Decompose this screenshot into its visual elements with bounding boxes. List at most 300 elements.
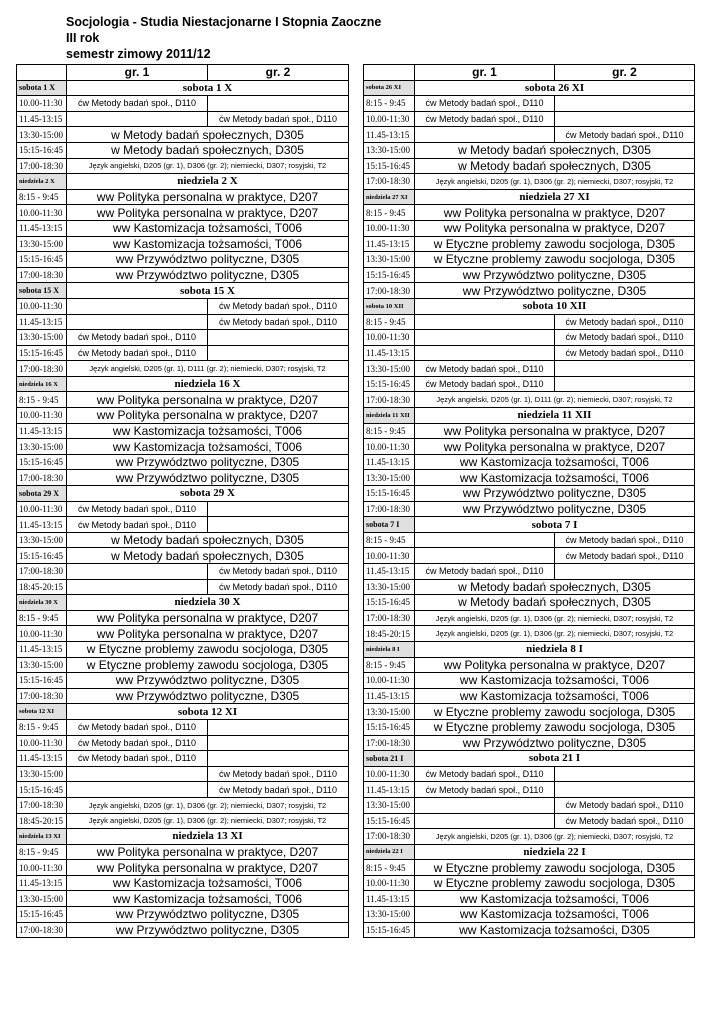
time-header-cell (364, 65, 415, 81)
group-1-class: ćw Metody badań społ., D110 (67, 735, 208, 751)
group-2-class: ćw Metody badań społ., D110 (208, 564, 349, 580)
time-cell: 8:15 - 9:45 (364, 96, 415, 112)
empty-cell (555, 376, 695, 392)
schedule-row (364, 127, 695, 143)
joint-class: w Metody badań społecznych, D305 (415, 158, 695, 174)
empty-cell (208, 517, 349, 533)
time-cell: 17:00-18:30 (364, 829, 415, 845)
schedule-row (17, 111, 349, 127)
schedule-body-right (364, 80, 695, 938)
time-cell: 10.00-11:30 (17, 298, 67, 314)
group-2-header: gr. 2 (555, 65, 695, 81)
group-2-header: gr. 2 (208, 65, 349, 81)
schedule-row (364, 423, 695, 439)
time-cell: 17:00-18:30 (364, 501, 415, 517)
time-cell: 17:00-18:30 (17, 688, 67, 704)
year-label: III rok (66, 31, 100, 45)
time-cell: 15:15-16:45 (364, 267, 415, 283)
schedule-row (364, 111, 695, 127)
time-cell: 10.00-11:30 (364, 111, 415, 127)
group-2-class: ćw Metody badań społ., D110 (208, 766, 349, 782)
day-label: niedziela 8 I (364, 641, 415, 657)
schedule-row (17, 844, 349, 860)
joint-class: ww Przywództwo polityczne, D305 (415, 486, 695, 502)
joint-class: ww Polityka personalna w praktyce, D207 (415, 220, 695, 236)
schedule-row (17, 392, 349, 408)
schedule-row (17, 189, 349, 205)
day-title: sobota 10 XII (415, 298, 695, 314)
schedule-row (17, 517, 349, 533)
day-header-row (17, 174, 349, 190)
schedule-row (17, 782, 349, 798)
day-label: sobota 29 X (17, 486, 67, 502)
joint-class: w Etyczne problemy zawodu socjologa, D305 (415, 704, 695, 720)
empty-cell (415, 548, 555, 564)
day-label: sobota 1 X (17, 80, 67, 96)
semester-label: semestr zimowy 2011/12 (66, 47, 211, 61)
schedule-row (364, 688, 695, 704)
schedule-row (17, 579, 349, 595)
schedule-row (17, 454, 349, 470)
empty-cell (555, 111, 695, 127)
day-title: sobota 21 I (415, 751, 695, 767)
time-cell: 17:00-18:30 (364, 174, 415, 190)
schedule-row (364, 252, 695, 268)
schedule-row (17, 860, 349, 876)
joint-class: ww Kastomizacja tożsamości, T006 (67, 220, 349, 236)
schedule-row (364, 595, 695, 611)
group-2-class: ćw Metody badań społ., D110 (555, 548, 695, 564)
empty-cell (67, 111, 208, 127)
schedule-row (364, 330, 695, 346)
empty-cell (555, 766, 695, 782)
empty-cell (415, 813, 555, 829)
joint-class: ww Kastomizacja tożsamości, T006 (67, 423, 349, 439)
schedule-row (364, 610, 695, 626)
day-label: niedziela 2 X (17, 174, 67, 190)
joint-class: ww Przywództwo polityczne, D305 (67, 252, 349, 268)
group-1-header: gr. 1 (67, 65, 208, 81)
joint-class: ww Przywództwo polityczne, D305 (67, 907, 349, 923)
time-cell: 17:00-18:30 (364, 610, 415, 626)
schedule-row (364, 158, 695, 174)
joint-class: ww Kastomizacja tożsamości, T006 (415, 673, 695, 689)
empty-cell (67, 564, 208, 580)
schedule-row (364, 501, 695, 517)
time-cell: 15:15-16:45 (364, 158, 415, 174)
time-cell: 8:15 - 9:45 (364, 657, 415, 673)
time-cell: 10.00-11:30 (364, 439, 415, 455)
day-label: niedziela 30 X (17, 595, 67, 611)
schedule-row (364, 657, 695, 673)
time-cell: 10.00-11:30 (364, 220, 415, 236)
schedule-row (364, 283, 695, 299)
schedule-row (17, 813, 349, 829)
schedule-row (17, 688, 349, 704)
group-2-class: ćw Metody badań społ., D110 (555, 345, 695, 361)
joint-class: ww Polityka personalna w praktyce, D207 (67, 610, 349, 626)
language-class: Język angielski, D205 (gr. 1), D306 (gr. 2); niemiecki, D307; rosyjski, T2 (415, 626, 695, 642)
schedule-row (17, 891, 349, 907)
time-cell: 17:00-18:30 (17, 267, 67, 283)
group-2-class: ćw Metody badań społ., D110 (208, 314, 349, 330)
day-label: sobota 21 I (364, 751, 415, 767)
time-cell: 15:15-16:45 (364, 719, 415, 735)
day-header-row (17, 595, 349, 611)
empty-cell (208, 735, 349, 751)
schedule-row (364, 392, 695, 408)
empty-cell (555, 782, 695, 798)
group-1-class: ćw Metody badań społ., D110 (415, 111, 555, 127)
empty-cell (208, 719, 349, 735)
joint-class: ww Polityka personalna w praktyce, D207 (67, 392, 349, 408)
time-cell: 17:00-18:30 (364, 392, 415, 408)
schedule-row (17, 875, 349, 891)
schedule-row (364, 813, 695, 829)
day-label: sobota 12 XI (17, 704, 67, 720)
time-cell: 17:00-18:30 (364, 283, 415, 299)
schedule-row (17, 673, 349, 689)
joint-class: ww Kastomizacja tożsamości, D305 (415, 922, 695, 938)
joint-class: ww Polityka personalna w praktyce, D207 (67, 189, 349, 205)
schedule-row (17, 220, 349, 236)
day-header-row (364, 80, 695, 96)
time-cell: 17:00-18:30 (17, 361, 67, 377)
day-header-row (17, 283, 349, 299)
day-header-row (364, 641, 695, 657)
joint-class: ww Kastomizacja tożsamości, T006 (415, 891, 695, 907)
schedule-row (364, 267, 695, 283)
schedule-row (364, 439, 695, 455)
day-label: sobota 15 X (17, 283, 67, 299)
day-header-row (17, 80, 349, 96)
schedule-table-left (16, 64, 349, 938)
empty-cell (555, 564, 695, 580)
schedule-row (17, 127, 349, 143)
schedule-row (17, 564, 349, 580)
schedule-row (17, 719, 349, 735)
empty-cell (415, 314, 555, 330)
schedule-row (17, 922, 349, 938)
day-title: niedziela 11 XII (415, 408, 695, 424)
group-2-class: ćw Metody badań społ., D110 (208, 298, 349, 314)
schedule-row (17, 610, 349, 626)
day-header-row (364, 844, 695, 860)
joint-class: ww Kastomizacja tożsamości, T006 (67, 439, 349, 455)
empty-cell (67, 579, 208, 595)
joint-class: w Metody badań społecznych, D305 (415, 579, 695, 595)
group-2-class: ćw Metody badań społ., D110 (208, 579, 349, 595)
group-1-class: ćw Metody badań społ., D110 (415, 361, 555, 377)
schedule-body-left (17, 80, 349, 938)
empty-cell (415, 345, 555, 361)
empty-cell (208, 330, 349, 346)
day-title: sobota 12 XI (67, 704, 349, 720)
group-1-class: ćw Metody badań społ., D110 (67, 719, 208, 735)
schedule-row (17, 423, 349, 439)
schedule-row (17, 142, 349, 158)
time-cell: 17:00-18:30 (364, 735, 415, 751)
day-header-row (17, 376, 349, 392)
time-cell: 8:15 - 9:45 (364, 423, 415, 439)
time-cell: 11.45-13:15 (364, 564, 415, 580)
schedule-row (17, 314, 349, 330)
schedule-row (364, 361, 695, 377)
time-cell: 13:30-15:00 (364, 704, 415, 720)
day-title: niedziela 27 XI (415, 189, 695, 205)
schedule-row (17, 797, 349, 813)
schedule-row (364, 797, 695, 813)
empty-cell (67, 314, 208, 330)
day-label: niedziela 13 XI (17, 829, 67, 845)
document-title: Socjologia - Studia Niestacjonarne I Stopnia Zaoczne (66, 15, 382, 29)
empty-cell (208, 751, 349, 767)
empty-cell (415, 127, 555, 143)
language-class: Język angielski, D205 (gr. 1), D306 (gr. 2); niemiecki, D307; rosyjski, T2 (415, 829, 695, 845)
language-class: Język angielski, D205 (gr. 1), D111 (gr. 2); niemiecki, D307; rosyjski, T2 (415, 392, 695, 408)
document-header (66, 14, 381, 62)
schedule-row (364, 860, 695, 876)
schedule-row (17, 766, 349, 782)
day-header-row (17, 704, 349, 720)
time-cell: 15:15-16:45 (17, 907, 67, 923)
time-cell: 15:15-16:45 (17, 782, 67, 798)
schedule-row (364, 376, 695, 392)
time-cell: 8:15 - 9:45 (17, 189, 67, 205)
time-cell: 11.45-13:15 (364, 236, 415, 252)
day-header-row (364, 751, 695, 767)
schedule-row (17, 205, 349, 221)
day-title: sobota 26 XI (415, 80, 695, 96)
schedule-row (364, 564, 695, 580)
day-title: niedziela 13 XI (67, 829, 349, 845)
joint-class: ww Polityka personalna w praktyce, D207 (67, 408, 349, 424)
time-cell: 15:15-16:45 (17, 673, 67, 689)
schedule-row (17, 361, 349, 377)
time-cell: 8:15 - 9:45 (364, 860, 415, 876)
time-cell: 10.00-11:30 (17, 205, 67, 221)
time-cell: 13:30-15:00 (17, 766, 67, 782)
time-cell: 11.45-13:15 (364, 345, 415, 361)
day-label: niedziela 27 XI (364, 189, 415, 205)
time-cell: 10.00-11:30 (364, 766, 415, 782)
schedule-row (364, 891, 695, 907)
schedule-row (364, 470, 695, 486)
time-cell: 13:30-15:00 (17, 891, 67, 907)
time-cell: 10.00-11:30 (17, 96, 67, 112)
time-cell: 13:30-15:00 (364, 252, 415, 268)
joint-class: w Etyczne problemy zawodu socjologa, D305 (67, 657, 349, 673)
time-cell: 18:45-20:15 (364, 626, 415, 642)
group-1-class: ćw Metody badań społ., D110 (67, 517, 208, 533)
group-2-class: ćw Metody badań społ., D110 (555, 532, 695, 548)
schedule-row (364, 922, 695, 938)
schedule-row (17, 236, 349, 252)
group-2-class: ćw Metody badań społ., D110 (555, 127, 695, 143)
day-header-row (17, 486, 349, 502)
schedule-row (17, 907, 349, 923)
schedule-row (364, 236, 695, 252)
time-header-cell (17, 65, 67, 81)
day-title: niedziela 8 I (415, 641, 695, 657)
time-cell: 15:15-16:45 (364, 813, 415, 829)
time-cell: 8:15 - 9:45 (17, 610, 67, 626)
schedule-row (364, 532, 695, 548)
schedule-row (364, 345, 695, 361)
group-1-class: ćw Metody badań społ., D110 (415, 376, 555, 392)
joint-class: ww Kastomizacja tożsamości, T006 (67, 236, 349, 252)
language-class: Język angielski, D205 (gr. 1), D306 (gr. 2); niemiecki, D307; rosyjski, T2 (415, 174, 695, 190)
time-cell: 11.45-13:15 (17, 423, 67, 439)
schedule-row (364, 704, 695, 720)
time-cell: 11.45-13:15 (364, 454, 415, 470)
time-cell: 13:30-15:00 (17, 330, 67, 346)
empty-cell (208, 96, 349, 112)
group-1-class: ćw Metody badań społ., D110 (415, 782, 555, 798)
empty-cell (555, 361, 695, 377)
joint-class: ww Kastomizacja tożsamości, T006 (415, 470, 695, 486)
empty-cell (67, 782, 208, 798)
joint-class: ww Polityka personalna w praktyce, D207 (415, 423, 695, 439)
time-cell: 15:15-16:45 (17, 345, 67, 361)
time-cell: 13:30-15:00 (364, 361, 415, 377)
schedule-row (364, 829, 695, 845)
time-cell: 15:15-16:45 (17, 454, 67, 470)
language-class: Język angielski, D205 (gr. 1), D306 (gr. 2); niemiecki, D307; rosyjski, T2 (67, 158, 349, 174)
language-class: Język angielski, D205 (gr. 1), D306 (gr. 2); niemiecki, D307; rosyjski, T2 (67, 797, 349, 813)
schedule-row (17, 501, 349, 517)
day-label: sobota 26 XI (364, 80, 415, 96)
schedule-row (364, 626, 695, 642)
joint-class: w Metody badań społecznych, D305 (415, 595, 695, 611)
schedule-row (364, 314, 695, 330)
group-header-row (17, 65, 349, 81)
empty-cell (415, 797, 555, 813)
joint-class: ww Kastomizacja tożsamości, T006 (415, 907, 695, 923)
schedule-row (364, 579, 695, 595)
time-cell: 10.00-11:30 (17, 626, 67, 642)
group-1-class: ćw Metody badań społ., D110 (67, 345, 208, 361)
time-cell: 17:00-18:30 (17, 470, 67, 486)
time-cell: 11.45-13:15 (17, 641, 67, 657)
time-cell: 11.45-13:15 (17, 314, 67, 330)
joint-class: ww Kastomizacja tożsamości, T006 (415, 688, 695, 704)
day-title: niedziela 2 X (67, 174, 349, 190)
joint-class: ww Polityka personalna w praktyce, D207 (67, 205, 349, 221)
time-cell: 13:30-15:00 (364, 797, 415, 813)
joint-class: w Metody badań społecznych, D305 (67, 548, 349, 564)
time-cell: 17:00-18:30 (17, 922, 67, 938)
time-cell: 17:00-18:30 (17, 564, 67, 580)
time-cell: 15:15-16:45 (17, 548, 67, 564)
schedule-row (364, 673, 695, 689)
schedule-row (17, 252, 349, 268)
schedule-row (364, 782, 695, 798)
schedule-row (17, 408, 349, 424)
group-2-class: ćw Metody badań społ., D110 (555, 797, 695, 813)
schedule-row (17, 735, 349, 751)
schedule-row (364, 735, 695, 751)
joint-class: w Etyczne problemy zawodu socjologa, D305 (415, 236, 695, 252)
joint-class: ww Kastomizacja tożsamości, T006 (415, 454, 695, 470)
joint-class: ww Przywództwo polityczne, D305 (67, 470, 349, 486)
time-cell: 13:30-15:00 (17, 236, 67, 252)
schedule-row (364, 174, 695, 190)
schedule-row (17, 532, 349, 548)
joint-class: ww Polityka personalna w praktyce, D207 (415, 205, 695, 221)
empty-cell (67, 298, 208, 314)
group-2-class: ćw Metody badań społ., D110 (555, 314, 695, 330)
time-cell: 11.45-13:15 (364, 891, 415, 907)
empty-cell (208, 345, 349, 361)
time-cell: 8:15 - 9:45 (364, 314, 415, 330)
time-cell: 15:15-16:45 (17, 142, 67, 158)
joint-class: ww Przywództwo polityczne, D305 (67, 673, 349, 689)
joint-class: w Metody badań społecznych, D305 (415, 142, 695, 158)
joint-class: ww Polityka personalna w praktyce, D207 (67, 860, 349, 876)
time-cell: 10.00-11:30 (17, 408, 67, 424)
joint-class: ww Przywództwo polityczne, D305 (67, 688, 349, 704)
time-cell: 8:15 - 9:45 (17, 844, 67, 860)
group-2-class: ćw Metody badań społ., D110 (555, 813, 695, 829)
schedule-row (17, 751, 349, 767)
time-cell: 18:45-20:15 (17, 579, 67, 595)
time-cell: 13:30-15:00 (364, 142, 415, 158)
day-label: niedziela 22 I (364, 844, 415, 860)
time-cell: 15:15-16:45 (364, 595, 415, 611)
schedule-row (364, 205, 695, 221)
schedule-row (364, 486, 695, 502)
schedule-row (17, 657, 349, 673)
time-cell: 15:15-16:45 (364, 376, 415, 392)
joint-class: ww Przywództwo polityczne, D305 (415, 735, 695, 751)
day-label: sobota 10 XII (364, 298, 415, 314)
empty-cell (415, 532, 555, 548)
time-cell: 10.00-11:30 (364, 330, 415, 346)
schedule-row (17, 641, 349, 657)
empty-cell (415, 330, 555, 346)
time-cell: 11.45-13:15 (364, 688, 415, 704)
day-title: niedziela 30 X (67, 595, 349, 611)
schedule-row (364, 454, 695, 470)
time-cell: 15:15-16:45 (364, 486, 415, 502)
time-cell: 10.00-11:30 (17, 501, 67, 517)
schedule-row (364, 142, 695, 158)
group-1-header: gr. 1 (415, 65, 555, 81)
schedule-row (364, 719, 695, 735)
group-2-class: ćw Metody badań społ., D110 (208, 111, 349, 127)
group-1-class: ćw Metody badań społ., D110 (415, 96, 555, 112)
schedule-row (364, 766, 695, 782)
time-cell: 11.45-13:15 (364, 782, 415, 798)
time-cell: 8:15 - 9:45 (364, 205, 415, 221)
day-header-row (364, 408, 695, 424)
schedule-row (17, 345, 349, 361)
day-header-row (364, 517, 695, 533)
schedule-row (17, 439, 349, 455)
schedule-row (364, 96, 695, 112)
schedule-table-right (363, 64, 695, 938)
schedule-row (17, 298, 349, 314)
joint-class: ww Kastomizacja tożsamości, T006 (67, 875, 349, 891)
day-header-row (364, 298, 695, 314)
language-class: Język angielski, D205 (gr. 1), D306 (gr. 2); niemiecki, D307; rosyjski, T2 (67, 813, 349, 829)
group-1-class: ćw Metody badań społ., D110 (415, 564, 555, 580)
day-title: sobota 7 I (415, 517, 695, 533)
schedule-row (17, 626, 349, 642)
language-class: Język angielski, D205 (gr. 1), D111 (gr. 2); niemiecki, D307; rosyjski, T2 (67, 361, 349, 377)
time-cell: 15:15-16:45 (17, 252, 67, 268)
